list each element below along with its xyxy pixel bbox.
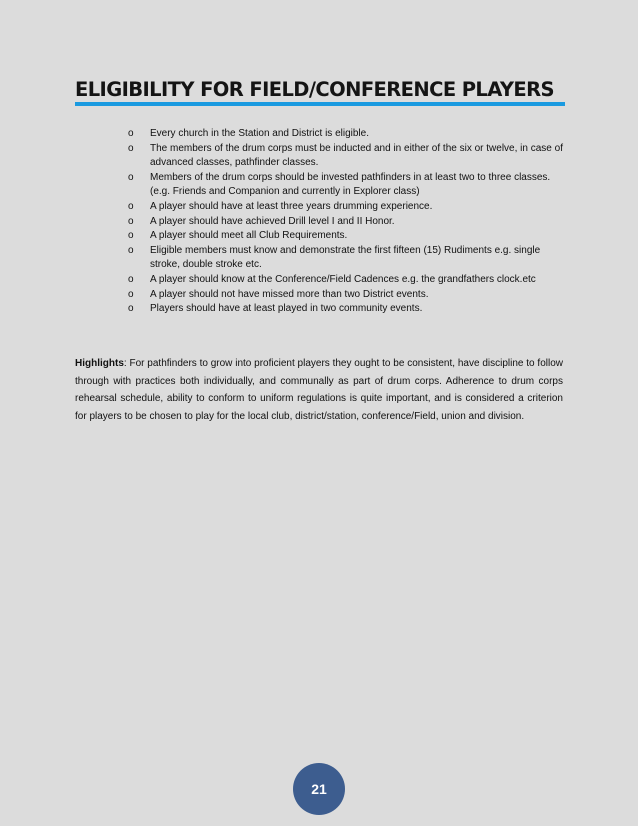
list-item — [128, 127, 563, 142]
list-item — [128, 273, 563, 288]
bullet-marker: o — [128, 200, 134, 212]
list-item — [128, 229, 563, 244]
bullet-marker: o — [128, 142, 134, 154]
list-item — [128, 215, 563, 230]
list-item-text: Eligible members must know and demonstrate the first fifteen (15) Rudiments e.g. single stroke, double stroke etc. — [150, 244, 541, 271]
list-item — [128, 142, 563, 171]
bullet-marker: o — [128, 128, 134, 139]
page-number: 21 — [311, 781, 327, 797]
list-item — [128, 244, 563, 273]
bullet-marker: o — [128, 171, 134, 183]
highlights-paragraph — [75, 355, 563, 426]
highlights-label: Highlights — [75, 358, 124, 369]
list-item-text: A player should know at the Conference/Field Cadences e.g. the grandfathers clock.etc — [150, 273, 536, 285]
list-item — [128, 288, 563, 303]
bullet-marker: o — [128, 303, 134, 315]
list-item — [128, 200, 563, 215]
list-item-text: Players should have at least played in two community events. — [150, 303, 423, 315]
list-item — [128, 171, 563, 200]
list-item-text: A player should meet all Club Requirements. — [150, 230, 348, 242]
bullet-marker: o — [128, 273, 134, 285]
list-item-text: A player should not have missed more than two District events. — [150, 288, 429, 300]
list-item-text: A player should have achieved Drill level I and II Honor. — [150, 215, 395, 227]
eligibility-list — [128, 127, 563, 317]
bullet-marker: o — [128, 215, 134, 227]
list-item-text: Every church in the Station and District is eligible. — [150, 128, 369, 139]
bullet-marker: o — [128, 288, 134, 300]
list-item-text: A player should have at least three years drumming experience. — [150, 200, 433, 212]
section-title: ELIGIBILITY FOR FIELD/CONFERENCE PLAYERS — [75, 78, 554, 101]
highlights-text: : For pathfinders to grow into proficient players they ought to be consistent, have discipline to follow through with practices both individually, and communally as part of drum corps. Adherence to drum corps rehearsal schedule, ability to conform to uniform regulations is quite important, and is considered a criterion for players to be chosen to play for the local club, district/station, conference/Field, union and division. — [75, 358, 563, 423]
title-underline — [75, 102, 565, 106]
list-item — [128, 302, 563, 317]
bullet-marker: o — [128, 244, 134, 256]
page-number-badge — [293, 763, 345, 815]
list-item-text: Members of the drum corps should be invested pathfinders in at least two to three classes.(e.g. Friends and Companion and currently in Explorer class) — [150, 171, 551, 198]
list-item-text: The members of the drum corps must be inducted and in either of the six or twelve, in case of advanced classes, pathfinder classes. — [150, 142, 563, 169]
bullet-marker: o — [128, 230, 134, 242]
